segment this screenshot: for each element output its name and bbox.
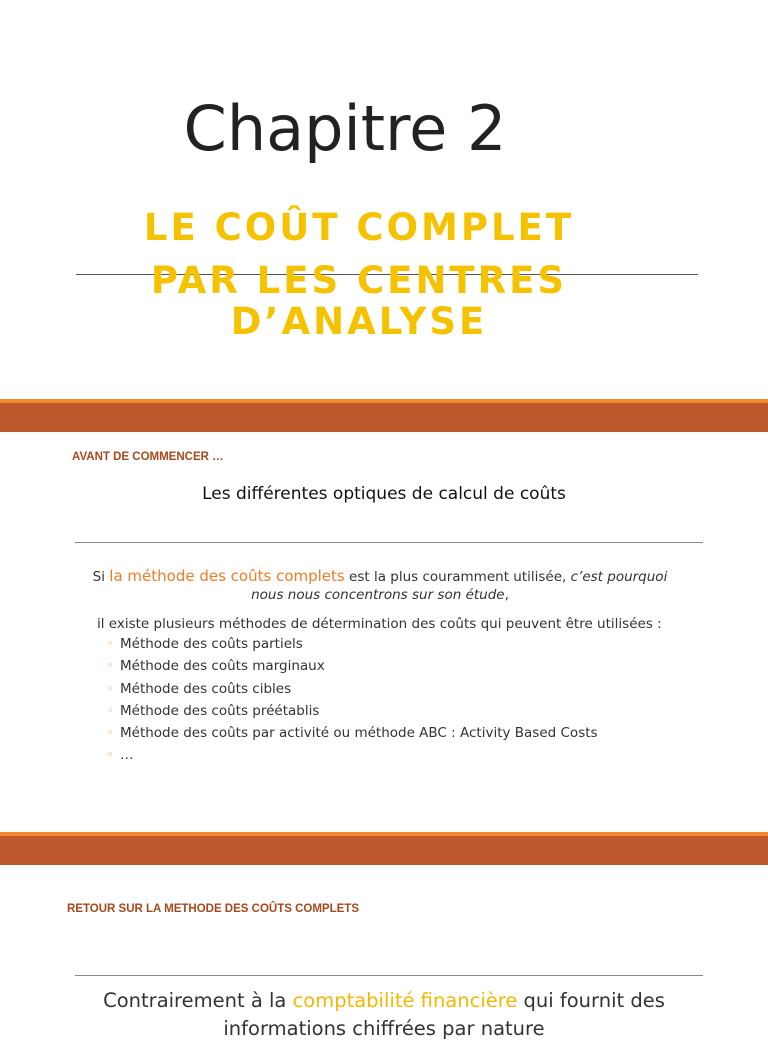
list-item: ◦ Méthode des coûts partiels	[107, 633, 598, 655]
intro-italic-a: c’est pourquoi	[570, 569, 668, 585]
heading-divider	[75, 542, 703, 543]
list-item: ◦ Méthode des coûts préétablis	[107, 700, 598, 722]
intro-italic-b: nous nous concentrons sur son étude	[251, 587, 505, 603]
separator-band-1	[0, 403, 768, 432]
slide3-line-1: Contrairement à la comptabilité financière qui fournit des	[103, 989, 665, 1012]
bullet-icon: ◦	[107, 703, 114, 717]
intro-prefix: Si	[92, 569, 110, 585]
bullet-icon: ◦	[107, 726, 114, 740]
list-item: ◦ Méthode des coûts cibles	[107, 678, 598, 700]
intro-line-2	[80, 587, 680, 603]
slide3-line-2: informations chiffrées par nature	[223, 1017, 545, 1040]
chapter-title: Chapitre 2	[183, 92, 507, 165]
slide2-heading: Les différentes optiques de calcul de coûts	[202, 484, 566, 504]
list-item: ◦ …	[107, 744, 598, 766]
bullet-icon: ◦	[107, 637, 114, 650]
slide3-highlight: comptabilité financière	[292, 989, 518, 1012]
bullet-icon: ◦	[107, 748, 114, 762]
intro-suffix: ,	[504, 587, 509, 603]
section-label-retour: RETOUR SUR LA METHODE DES COÛTS COMPLETS	[67, 903, 359, 915]
subtitle-line-3: D’ANALYSE	[230, 300, 488, 343]
section-label-avant: AVANT DE COMMENCER …	[72, 451, 224, 463]
bullet-icon: ◦	[107, 681, 114, 695]
list-item: ◦ Méthode des coûts par activité ou méthode ABC : Activity Based Costs	[107, 722, 598, 744]
bullet-icon: ◦	[107, 659, 114, 673]
slide3-body	[0, 987, 768, 1043]
methods-lead: il existe plusieurs méthodes de détermination des coûts qui peuvent être utilisées :	[97, 616, 662, 632]
list-item: ◦ Méthode des coûts marginaux	[107, 655, 598, 677]
separator-band-2	[0, 836, 768, 865]
intro-highlight: la méthode des coûts complets	[109, 567, 345, 585]
subtitle-line-2: PAR LES CENTRES	[150, 259, 568, 302]
intro-middle: est la plus couramment utilisée,	[344, 569, 571, 585]
methods-list	[107, 633, 598, 767]
slide3-divider	[75, 975, 703, 976]
intro-line-1	[80, 567, 680, 585]
subtitle-line-1: LE COÛT COMPLET	[143, 206, 575, 249]
